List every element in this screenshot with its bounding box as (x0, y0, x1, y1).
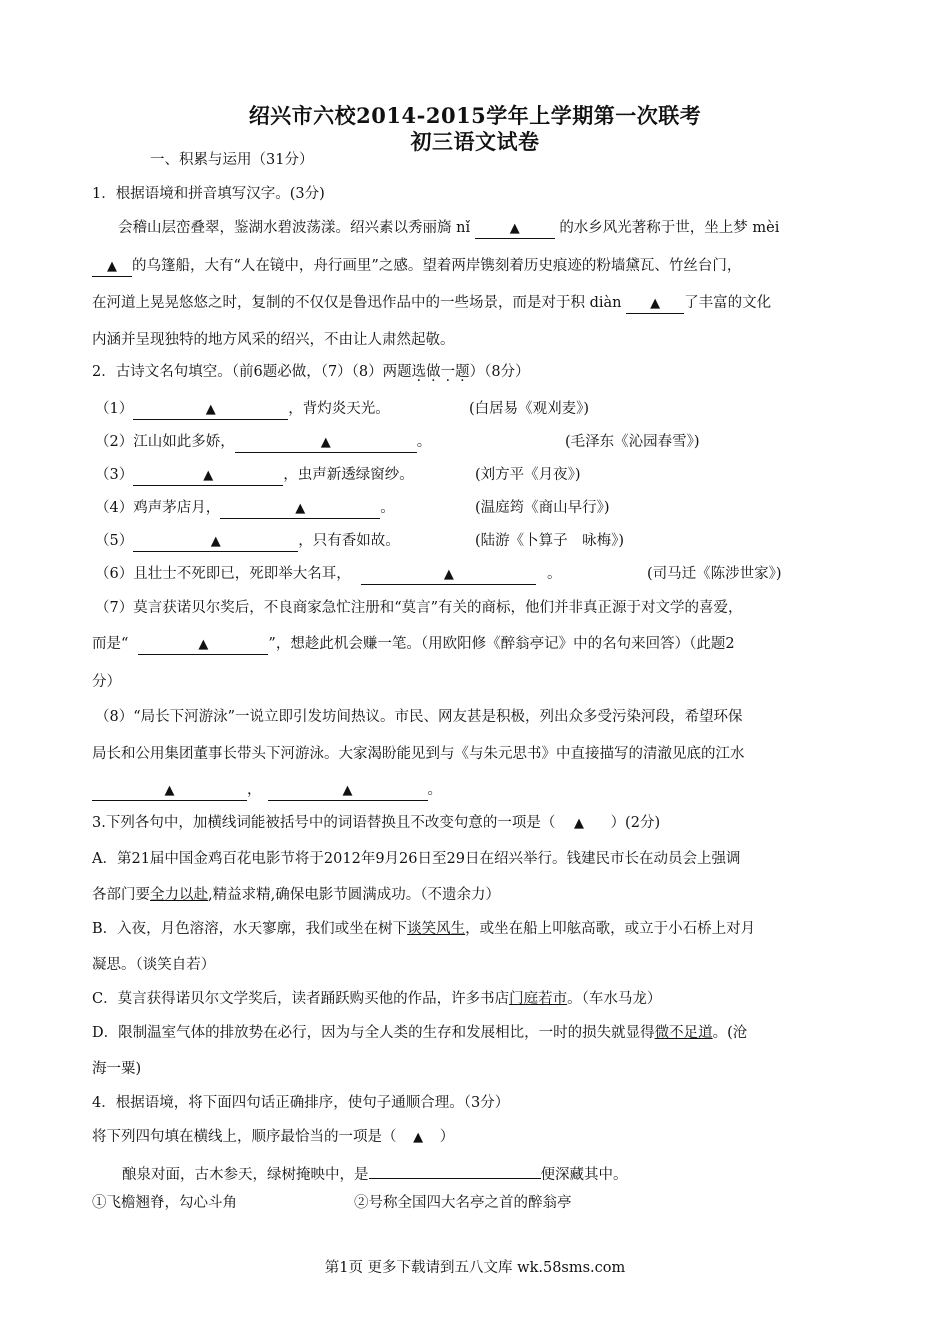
q2-source: (温庭筠《商山早行》) (475, 500, 610, 516)
answer-marker[interactable]: ▲ (413, 1130, 424, 1145)
q2-item-5: （5） ▲ ，只有香如故。 (陆游《卜算子 咏梅》) (95, 531, 865, 552)
q3-option-c: C．莫言获得诺贝尔文学奖后，读者踊跃购买他的作品，许多书店门庭若市。（车水马龙） (92, 991, 662, 1007)
underlined-term: 微不足道 (654, 1025, 713, 1041)
q1-line-1: 会稽山层峦叠翠，鉴湖水碧波荡漾。绍兴素以秀丽旖 nǐ ▲ 的水乡风光著称于世，坐上梦 mèi (118, 218, 888, 239)
answer-blank[interactable]: ▲ (475, 220, 555, 239)
q1-line-3: 在河道上晃晃悠悠之时，复制的不仅仅是鲁迅作品中的一些场景，而是对于积 diàn ▲ 了丰富的文化 (92, 293, 862, 314)
q3-option-a-line-2: 各部门要全力以赴,精益求精,确保电影节圆满成功。（不遗余力） (92, 887, 500, 903)
q2-item-7-line-3: 分） (92, 674, 121, 690)
answer-blank[interactable] (369, 1160, 541, 1179)
q1-line-2: ▲ 的乌篷船，大有“人在镜中，舟行画里”之感。望着两岸镌刻着历史痕迹的粉墙黛瓦、竹丝台门， (92, 256, 862, 277)
underlined-term: 全力以赴 (150, 887, 208, 903)
answer-blank[interactable]: ▲ (138, 636, 268, 655)
q2-item-3: （3） ▲ ，虫声新透绿窗纱。 (刘方平《月夜》) (95, 465, 865, 486)
exam-subtitle: 初三语文试卷 (410, 129, 540, 154)
answer-blank[interactable]: ▲ (133, 467, 283, 486)
page-footer: 第1页 更多下载请到五八文库 wk.58sms.com (324, 1260, 626, 1276)
q3-option-d-line-2: 海一粟) (92, 1061, 142, 1077)
q2-source: (司马迁《陈涉世家》) (647, 566, 782, 582)
answer-blank[interactable]: ▲ (220, 500, 380, 519)
answer-blank[interactable]: ▲ (361, 566, 536, 585)
q3-option-b-line-2: 凝思。（谈笑自若） (92, 957, 216, 973)
q3-option-a-line-1: A．第21届中国金鸡百花电影节将于2012年9月26日至29日在绍兴举行。钱建民市长在动员会上强调 (92, 851, 741, 867)
q2-item-8-line-3: ▲ ， ▲ 。 (92, 780, 862, 801)
answer-marker[interactable]: ▲ (573, 816, 584, 831)
section-heading: 一、积累与运用（31分） (150, 152, 314, 168)
q4-option-1: ①飞檐翘脊，勾心斗角 (92, 1195, 237, 1211)
q3-option-d-line-1: D．限制温室气体的排放势在必行，因为与全人类的生存和发展相比，一时的损失就显得微不足道。(沧 (92, 1025, 748, 1041)
q2-item-7-line-2: 而是“ ▲ ”，想趁此机会赚一笔。（用欧阳修《醉翁亭记》中的名句来回答）（此题2 (92, 634, 862, 655)
exam-title: 绍兴市六校2014-2015学年上学期第一次联考 (248, 103, 702, 128)
q4-sentence: 酿泉对面，古木参天，绿树掩映中，是 便深藏其中。 (122, 1160, 892, 1185)
q4-options (92, 1193, 862, 1213)
q4-sub-stem: 将下列四句填在横线上，顺序最恰当的一项是（ ▲ ） (92, 1129, 455, 1145)
answer-blank[interactable]: ▲ (235, 434, 417, 453)
answer-blank[interactable]: ▲ (92, 782, 247, 801)
answer-blank[interactable]: ▲ (626, 295, 684, 314)
q2-item-4: （4）鸡声茅店月， ▲ 。 (温庭筠《商山早行》) (95, 498, 865, 519)
q2-source: (刘方平《月夜》) (475, 467, 581, 483)
q2-item-1: （1） ▲ ，背灼炎天光。 (白居易《观刈麦》) (95, 399, 865, 420)
q1-stem: 1．根据语境和拼音填写汉字。(3分) (92, 186, 325, 202)
q2-item-7-line-1: （7）莫言获诺贝尔奖后，不良商家急忙注册和“莫言”有关的商标，他们并非真正源于对文学的喜爱， (95, 600, 743, 616)
underlined-term: 谈笑风生 (407, 921, 466, 937)
q1-line-4: 内涵并呈现独特的地方风采的绍兴，不由让人肃然起敬。 (92, 332, 455, 348)
answer-blank[interactable]: ▲ (268, 782, 428, 801)
answer-blank[interactable]: ▲ (133, 533, 298, 552)
q3-option-b-line-1: B．入夜，月色溶溶，水天寥廓，我们或坐在树下谈笑风生，或坐在船上叩舷高歌，或立于小石桥上对月 (92, 921, 756, 937)
q2-item-2: （2）江山如此多娇， ▲ 。 (毛泽东《沁园春雪》) (95, 432, 865, 453)
q2-source: (陆游《卜算子 咏梅》) (475, 533, 625, 549)
answer-blank[interactable]: ▲ (92, 258, 132, 277)
q2-item-8-line-1: （8）“局长下河游泳”一说立即引发坊间热议。市民、网友甚是积极，列出众多受污染河段，希望环保 (95, 709, 743, 725)
q2-source: (白居易《观刈麦》) (469, 401, 590, 417)
q4-stem: 4．根据语境，将下面四句话正确排序，使句子通顺合理。（3分） (92, 1095, 510, 1111)
q3-stem: 3.下列各句中，加横线词能被括号中的词语替换且不改变句意的一项是（ ▲ ）(2分) (92, 815, 661, 831)
q2-stem: 2．古诗文名句填空。（前6题必做，（7）（8）两题选做一题）（8分） (92, 364, 530, 380)
underlined-term: 门庭若市 (509, 991, 568, 1007)
answer-blank[interactable]: ▲ (133, 401, 288, 420)
q4-option-2: ②号称全国四大名亭之首的醉翁亭 (354, 1195, 572, 1211)
q2-item-6: （6）且壮士不死即已，死即举大名耳， ▲ 。 (司马迁《陈涉世家》) (95, 564, 865, 585)
q2-source: (毛泽东《沁园春雪》) (565, 434, 700, 450)
q2-item-8-line-2: 局长和公用集团董事长带头下河游泳。大家渴盼能见到与《与朱元思书》中直接描写的清澈见底的江水 (92, 746, 745, 762)
